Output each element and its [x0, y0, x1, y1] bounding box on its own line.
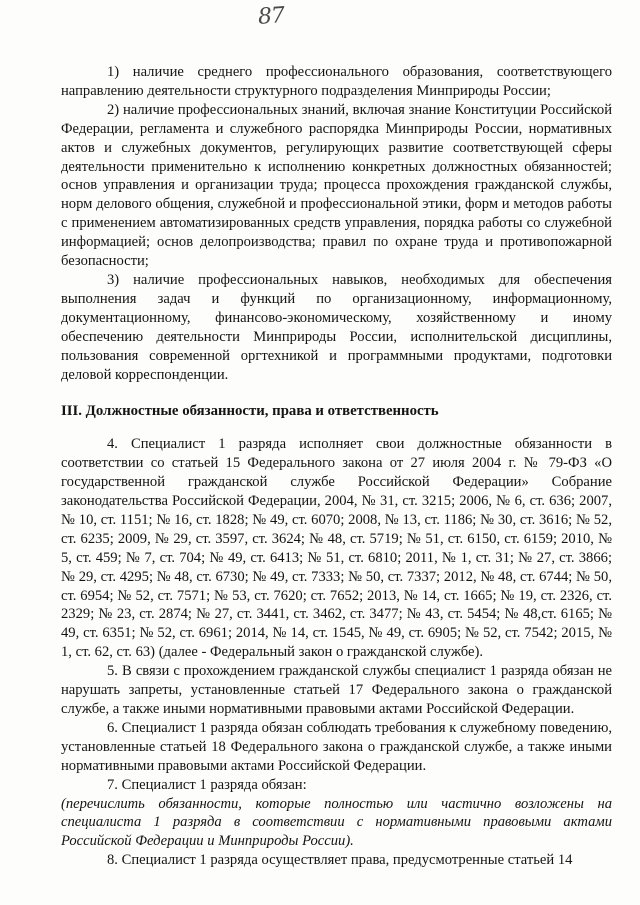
clause-5: 5. В связи с прохождением гражданской службы специалист 1 разряда обязан не нарушать запреты, установленные статьей 17 Федерального закона о гражданской службе, а также иными нормативными правовыми актами Российской Федерации. [61, 663, 612, 717]
paragraph-knowledge-requirement: 2) наличие профессиональных знаний, включая знание Конституции Российской Федерации, регламента и служебного распорядка Минприроды России, нормативных актов и служебных документов, регулирующих развитие соответствующей сферы деятельности применительно к исполнению конкретных должностных обязанностей; основ управления и организации труда; процесса прохождения гражданской службы, норм делового общения, служебной и профессиональной этики, форм и методов работы с применением автоматизированных средств управления, порядка работы со служебной информацией; основ делопроизводства; правил по охране труда и противопожарной безопасности; [61, 101, 612, 270]
clause-8: 8. Специалист 1 разряда осуществляет права, предусмотренные статьей 14 [107, 852, 573, 869]
clause-7-instruction: (перечислить обязанности, которые полностью или частично возложены на специалиста 1 разряда в соответствии с нормативными правовыми актами Российской Федерации и Минприроды России). [61, 795, 612, 850]
clause-4: 4. Специалист 1 разряда исполняет свои должностные обязанности в соответствии со статьей 15 Федерального закона от 27 июля 2004 г. № 79-ФЗ «О государственной гражданской службе Российской Федерации» Собрание законодательства Российской Федерации, 2004, № 31, ст. 3215; 2006, № 6, ст. 636; 2007, № 10, ст. 1151; № 16, ст. 1828; № 49, ст. 6070; 2008, № 13, ст. 1186; № 30, ст. 3616; № 52, ст. 6235; 2009, № 29, ст. 3597, ст. 3624; № 48, ст. 5719; № 51, ст. 6150, ст. 6159; 2010, № 5, ст. 459; № 7, ст. 704; № 49, ст. 6413; № 51, ст. 6810; 2011, № 1, ст. 31; № 27, ст. 3866; № 29, ст. 4295; № 48, ст. 6730; № 49, ст. 7333; № 50, ст. 7337; 2012, № 48, ст. 6744; № 50, ст. 6954; № 52, ст. 7571; № 53, ст. 7620; ст. 7652; 2013, № 14, ст. 1665; № 19, ст. 2326, ст. 2329; № 23, ст. 2874; № 27, ст. 3441, ст. 3462, ст. 3477; № 43, ст. 5454; № 48,ст. 6165; № 49, ст. 6351; № 52, ст. 6961; 2014, № 14, ст. 1545, № 49, ст. 6905; № 52, ст. 7542; 2015, № 1, ст. 62, ст. 63) (далее - Федеральный закон о гражданской службе). [61, 436, 612, 661]
paragraph-skills-requirement: 3) наличие профессиональных навыков, необходимых для обеспечения выполнения задач и функций по организационному, информационному, документационному, финансово-экономическому, хозяйственному и иному обеспечению деятельности Минприроды России, исполнительской дисциплины, пользования современной оргтехникой и программными продуктами, подготовки деловой корреспонденции. [61, 271, 612, 383]
paragraph-education-requirement: 1) наличие среднего профессионального образования, соответствующего направлению деятельности структурного подразделения Минприроды России; [61, 64, 612, 99]
clause-6: 6. Специалист 1 разряда обязан соблюдать требования к служебному поведению, установленные статьей 18 Федерального закона о гражданской службе, а также иными нормативными правовыми актами Российской Федерации. [61, 719, 612, 774]
handwritten-page-number: 87 [257, 3, 285, 30]
clause-7: 7. Специалист 1 разряда обязан: [107, 776, 307, 793]
document-body [61, 63, 612, 870]
section-heading: III. Должностные обязанности, права и ответственность [61, 403, 439, 420]
